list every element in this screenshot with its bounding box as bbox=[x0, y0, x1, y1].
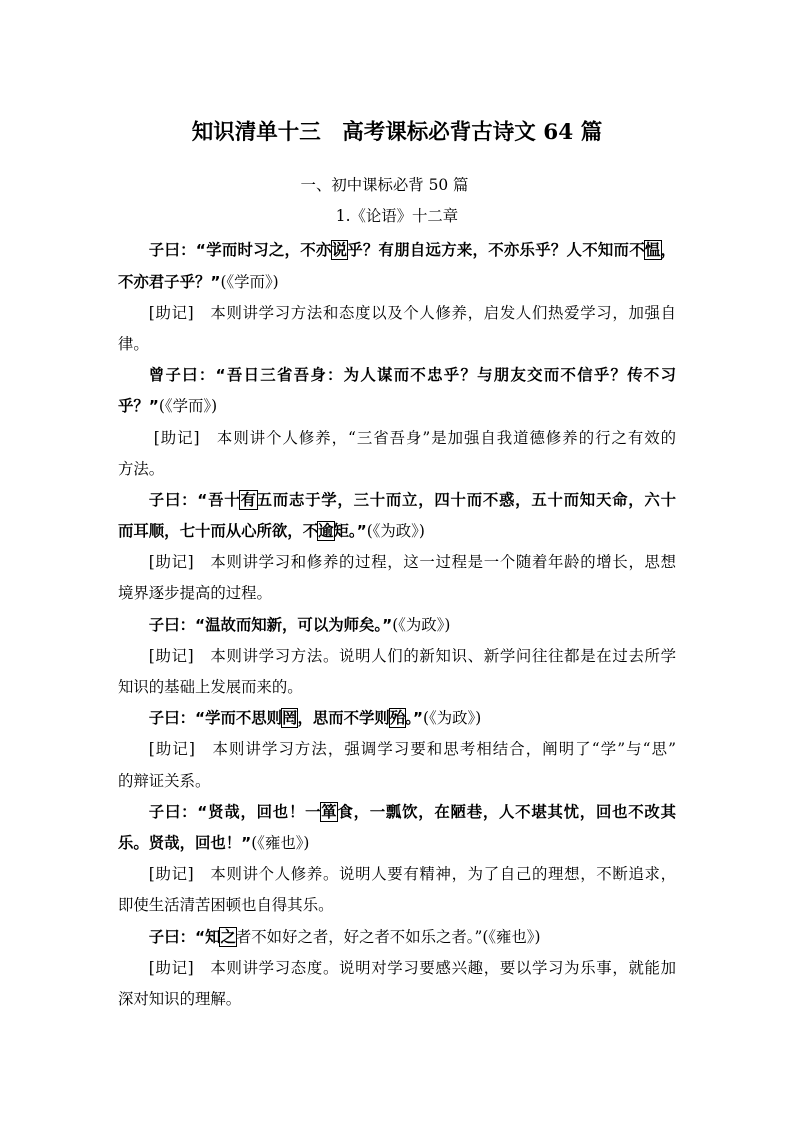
text-line bbox=[118, 984, 676, 1015]
quote-text: 食，一瓢饮，在陋巷，人不堪其忧，回也不改其 bbox=[337, 802, 676, 821]
text-line bbox=[118, 267, 676, 298]
text-line bbox=[118, 922, 676, 953]
text-line bbox=[118, 766, 676, 797]
source-citation: (《雍也》) bbox=[482, 927, 541, 946]
subsection-heading: 1.《论语》十二章 bbox=[335, 207, 459, 226]
quote-text: 乎？有朋自远方来，不亦乐乎？人不知而不 bbox=[347, 241, 645, 260]
text-line bbox=[118, 235, 676, 266]
text-line bbox=[118, 298, 676, 329]
note-text: [助记] 本则讲学习方法和态度以及个人修养，启发人们热爱学习，加强自 bbox=[148, 303, 676, 322]
source-citation: (《雍也》) bbox=[251, 833, 310, 852]
text-line bbox=[118, 641, 676, 672]
text-line bbox=[118, 890, 676, 921]
annotated-character: 说 bbox=[331, 241, 348, 260]
quote-text: 子曰：“知 bbox=[148, 927, 221, 946]
document-title: 知识清单十三 高考课标必背古诗文 64 篇 bbox=[191, 120, 603, 145]
note-text: 知识的基础上发展而来的。 bbox=[118, 678, 303, 697]
note-text: 深对知识的理解。 bbox=[118, 989, 242, 1008]
quote-passage bbox=[118, 797, 676, 859]
note-text: [助记] 本则讲个人修养。说明人要有精神，为了自己的理想，不断追求， bbox=[148, 865, 676, 884]
note-text: 的辩证关系。 bbox=[118, 771, 211, 790]
annotated-character: 愠 bbox=[644, 241, 661, 260]
text-line bbox=[118, 797, 676, 828]
text-line bbox=[118, 360, 676, 391]
text-line bbox=[118, 859, 676, 890]
source-citation: (《学而》) bbox=[158, 397, 218, 416]
quote-passage bbox=[118, 360, 676, 422]
quote-text: ，思而不学则 bbox=[297, 709, 390, 728]
quote-passage bbox=[118, 610, 676, 641]
quote-text: 子曰：“学而不思则 bbox=[148, 709, 283, 728]
annotated-character: 之 bbox=[220, 927, 236, 946]
text-line bbox=[118, 672, 676, 703]
mnemonic-note bbox=[118, 641, 676, 703]
text-line bbox=[118, 391, 676, 422]
text-line bbox=[118, 547, 676, 578]
text-line bbox=[118, 516, 676, 547]
quote-text: 乐。贤哉，回也！” bbox=[118, 833, 252, 852]
annotated-character: 罔 bbox=[282, 709, 298, 728]
text-line bbox=[118, 703, 676, 734]
text-line bbox=[118, 828, 676, 859]
quote-text: 者不如好之者，好之者不如乐之者。” bbox=[235, 927, 483, 946]
text-line bbox=[118, 329, 676, 360]
mnemonic-note bbox=[118, 859, 676, 921]
quote-text: 子曰：“吾十 bbox=[148, 490, 241, 509]
quote-text: 乎？” bbox=[118, 397, 159, 416]
quote-text: 子曰：“贤哉，回也！一 bbox=[148, 802, 322, 821]
mnemonic-note bbox=[118, 953, 676, 1015]
quote-text: 曾子曰：“吾日三省吾身：为人谋而不忠乎？与朋友交而不信乎？传不习 bbox=[148, 366, 676, 385]
quote-text: 不亦君子乎？” bbox=[118, 272, 221, 291]
text-line bbox=[118, 953, 676, 984]
mnemonic-note bbox=[118, 547, 676, 609]
annotated-character: 逾 bbox=[318, 522, 334, 541]
quote-text: 五而志于学，三十而立，四十而不惑，五十而知天命，六十 bbox=[256, 490, 676, 509]
quote-passage bbox=[118, 703, 676, 734]
note-text: [助记] 本则讲学习和修养的过程，这一过程是一个随着年龄的增长，思想 bbox=[148, 553, 676, 572]
source-citation: (《为政》) bbox=[423, 709, 482, 728]
text-line bbox=[118, 578, 676, 609]
annotated-character: 箪 bbox=[321, 802, 338, 821]
text-line bbox=[118, 734, 676, 765]
passage-list bbox=[118, 235, 676, 1015]
quote-text: 。” bbox=[405, 709, 424, 728]
quote-passage bbox=[118, 235, 676, 297]
quote-passage bbox=[118, 922, 676, 953]
annotated-character: 殆 bbox=[389, 709, 406, 728]
quote-passage bbox=[118, 485, 676, 547]
annotated-character: 有 bbox=[240, 490, 257, 509]
note-text: 境界逐步提高的过程。 bbox=[118, 584, 272, 603]
text-line bbox=[118, 454, 676, 485]
note-text: [助记] 本则讲学习态度。说明对学习要感兴趣，要以学习为乐事，就能加 bbox=[148, 958, 676, 977]
section-heading: 一、初中课标必背 50 篇 bbox=[300, 176, 469, 195]
mnemonic-note bbox=[118, 298, 676, 360]
note-text: [助记] 本则讲个人修养，“三省吾身”是加强自我道德修养的行之有效的 bbox=[153, 428, 676, 447]
quote-text: ， bbox=[660, 241, 676, 260]
source-citation: (《学而》) bbox=[220, 272, 279, 291]
note-text: 即使生活清苦困顿也自得其乐。 bbox=[118, 896, 334, 915]
note-text: [助记] 本则讲学习方法，强调学习要和思考相结合，阐明了“学”与“思” bbox=[148, 740, 676, 759]
note-text: 方法。 bbox=[118, 459, 165, 478]
source-citation: (《为政》) bbox=[366, 522, 425, 541]
quote-text: 子曰：“学而时习之，不亦 bbox=[148, 241, 332, 260]
text-line bbox=[118, 610, 676, 641]
text-line bbox=[118, 485, 676, 516]
quote-text: 矩。” bbox=[333, 522, 367, 541]
note-text: [助记] 本则讲学习方法。说明人们的新知识、新学问往往都是在过去所学 bbox=[148, 646, 676, 665]
mnemonic-note bbox=[118, 734, 676, 796]
quote-text: 而耳顺，七十而从心所欲，不 bbox=[118, 522, 319, 541]
quote-text: 子曰：“温故而知新，可以为师矣。” bbox=[148, 615, 393, 634]
text-line bbox=[118, 423, 676, 454]
note-text: 律。 bbox=[118, 334, 149, 353]
source-citation: (《为政》) bbox=[392, 615, 451, 634]
mnemonic-note bbox=[118, 423, 676, 485]
